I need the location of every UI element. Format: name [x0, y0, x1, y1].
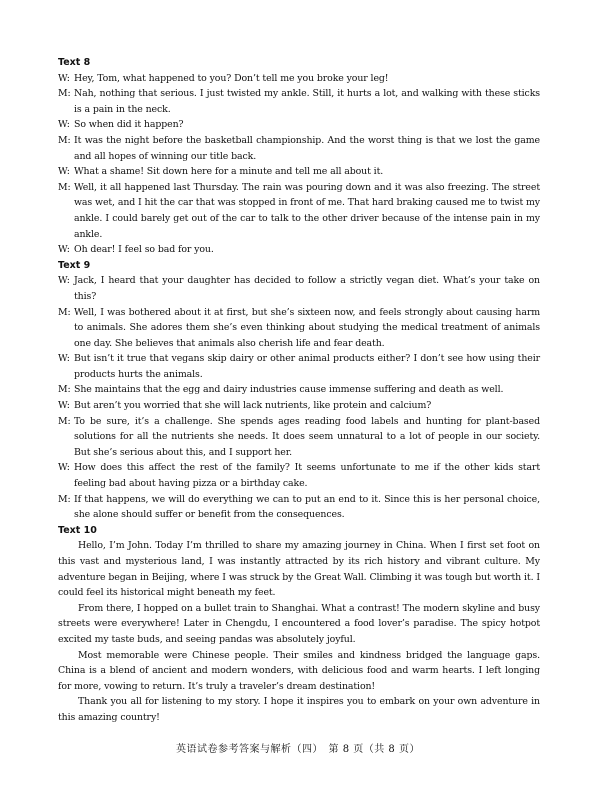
dialogue-turn — [58, 133, 540, 164]
speaker-label: M: — [58, 181, 71, 193]
speaker-label: M: — [58, 306, 71, 318]
dialogue-turn — [58, 305, 540, 352]
text10-heading: Text 10 — [58, 524, 97, 536]
text8-heading: Text 8 — [58, 57, 91, 68]
text9-dialogue — [58, 273, 540, 523]
dialogue-turn — [58, 414, 540, 461]
dialogue-turn — [58, 273, 540, 304]
utterance-text: So when did it happen? — [74, 119, 184, 131]
utterance-text: But aren’t you worried that she will lack nutrients, like protein and calcium? — [74, 400, 432, 412]
text10-monologue — [58, 538, 540, 725]
speaker-label: W: — [58, 166, 70, 178]
dialogue-turn — [58, 180, 540, 242]
utterance-text: To be sure, it’s a challenge. She spends ages reading food labels and hunting for plant-based solutions for all the nutrients she needs. It does seem unnatural to a lot of people in our society. But she’s serious about this, and I support her. — [74, 415, 540, 458]
speaker-label: W: — [58, 462, 70, 474]
utterance-text: Hey, Tom, what happened to you? Don’t tell me you broke your leg! — [74, 72, 389, 84]
transcript-page — [58, 55, 540, 726]
speaker-label: M: — [58, 415, 71, 427]
utterance-text: How does this affect the rest of the family? It seems unfortunate to me if the other kids start feeling bad about having pizza or a birthday cake. — [74, 462, 540, 490]
utterance-text: What a shame! Sit down here for a minute and tell me all about it. — [74, 166, 384, 178]
dialogue-turn — [58, 164, 540, 180]
monologue-paragraph: Most memorable were Chinese people. Their smiles and kindness bridged the language gaps. China is a blend of ancient and modern wonders, with delicious food and warm hearts. I left longing for more, vowing to return. It’s truly a traveler’s dream destination! — [58, 649, 540, 692]
dialogue-turn — [58, 351, 540, 382]
monologue-paragraph: Hello, I’m John. Today I’m thrilled to share my amazing journey in China. When I first set foot on this vast and mysterious land, I was instantly attracted by its rich history and vibrant culture. My adventure began in Beijing, where I was struck by the Great Wall. Climbing it was tough but worth it. I could feel its historical might beneath my feet. — [58, 540, 540, 599]
dialogue-turn — [58, 398, 540, 414]
speaker-label: W: — [58, 244, 70, 256]
dialogue-turn — [58, 460, 540, 491]
dialogue-turn — [58, 242, 540, 258]
utterance-text: Oh dear! I feel so bad for you. — [74, 244, 214, 256]
utterance-text: Well, it all happened last Thursday. The rain was pouring down and it was also freezing. The street was wet, and I hit the car that was stopped in front of me. That hard braking caused me to twist my ankle. I could barely get out of the car to talk to the other driver because of the intense pain in my ankle. — [74, 181, 540, 240]
speaker-label: W: — [58, 400, 70, 412]
monologue-paragraph: Thank you all for listening to my story. I hope it inspires you to embark on your own adventure in this amazing country! — [58, 696, 540, 723]
speaker-label: W: — [58, 353, 70, 365]
page-footer: 英语试卷参考答案与解析（四） 第 8 页（共 8 页） — [176, 744, 420, 755]
utterance-text: Well, I was bothered about it at first, but she’s sixteen now, and feels strongly about causing harm to animals. She adores them she’s even thinking about studying the medical treatment of animals one day. She believes that animals also cherish life and fear death. — [74, 306, 540, 349]
dialogue-turn — [58, 492, 540, 523]
speaker-label: M: — [58, 134, 71, 146]
monologue-paragraph: From there, I hopped on a bullet train to Shanghai. What a contrast! The modern skyline and busy streets were everywhere! Later in Chengdu, I encountered a food lover’s paradise. The spicy hotpot excited my taste buds, and seeing pandas was absolutely joyful. — [58, 602, 540, 645]
speaker-label: W: — [58, 72, 70, 84]
speaker-label: M: — [58, 384, 71, 396]
speaker-label: W: — [58, 119, 70, 131]
utterance-text: It was the night before the basketball championship. And the worst thing is that we lost the game and all hopes of winning our title back. — [74, 134, 540, 162]
dialogue-turn — [58, 382, 540, 398]
utterance-text: Jack, I heard that your daughter has decided to follow a strictly vegan diet. What’s your take on this? — [74, 275, 540, 302]
utterance-text: But isn’t it true that vegans skip dairy or other animal products either? I don’t see how using their products hurts the animals. — [74, 353, 540, 380]
speaker-label: M: — [58, 88, 71, 100]
speaker-label: M: — [58, 493, 71, 505]
utterance-text: Nah, nothing that serious. I just twisted my ankle. Still, it hurts a lot, and walking with these sticks is a pain in the neck. — [74, 88, 540, 115]
dialogue-turn — [58, 86, 540, 117]
utterance-text: She maintains that the egg and dairy industries cause immense suffering and death as well. — [74, 384, 504, 396]
speaker-label: W: — [58, 275, 70, 287]
dialogue-turn — [58, 117, 540, 133]
utterance-text: If that happens, we will do everything we can to put an end to it. Since this is her personal choice, she alone should suffer or benefit from the consequences. — [74, 493, 540, 521]
text9-heading: Text 9 — [58, 259, 91, 271]
text8-dialogue — [58, 71, 540, 258]
dialogue-turn — [58, 71, 540, 87]
